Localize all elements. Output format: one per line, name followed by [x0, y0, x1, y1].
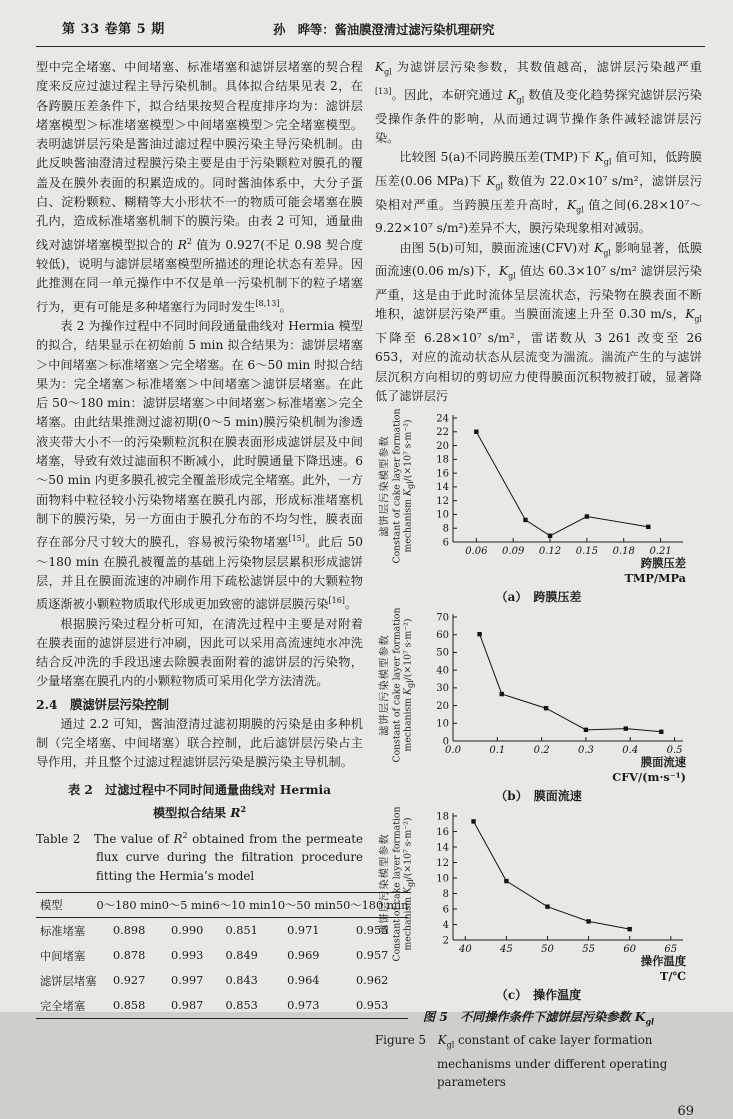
y-axis-label-en2: mechanism $K_{gl}/(\times 10^7$ s·m⁻²)	[402, 419, 415, 553]
svg-text:4: 4	[442, 920, 449, 932]
svg-text:0: 0	[442, 736, 449, 748]
svg-text:0.12: 0.12	[538, 546, 562, 558]
table-header-cell: 6～10 min	[213, 893, 271, 918]
paragraph-cfv-effect: 由图 5(b)可知，膜面流速(CFV)对 $K_{gl}$ 影响显著，低膜面流速(0.06 m/s)下，$K_{gl}$ 值达 60.3×10⁷ s/m² 滤饼层污染严重，这是由于此时流体呈层流状态，污染物在膜表面不断堆积，滤饼层污染严重。当膜面流速上升至 0.30 m/s，$K_{gl}$ 下降至 6.28×10⁷ s/m²，雷诺数从 3 261 改变至 26 653，对应的流动状态从层流变为湍流。湍流产生的与滤饼层沉积方向相切的剪切应力使得膜面沉积物被打破，显著降低了滤饼层污	[375, 240, 703, 404]
line-chart-tmp	[419, 410, 689, 562]
svg-text:0.21: 0.21	[649, 546, 672, 558]
paragraph-tmp-effect: 比较图 5(a)不同跨膜压差(TMP)下 $K_{gl}$ 值可知，低跨膜压差(0.06 MPa)下 $K_{gl}$ 数值为 22.0×10⁷ s/m²，滤饼层污染相对严重。当跨膜压差升高时，$K_{gl}$ 值之间(6.28×10⁷～9.22×10⁷ s/m²)差异不大，膜污染现象相对减弱。	[375, 150, 703, 236]
paragraph-model-fitting: 型中完全堵塞、中间堵塞、标准堵塞和滤饼层堵塞的契合程度来反应过滤过程主导污染机制。具体拟合结果见表 2，在各跨膜压差条件下，拟合结果按契合程度排序均为：滤饼层堵塞模型＞标准堵塞模型＞中间堵塞模型＞完全堵塞模型。表明滤饼层污染是酱油过滤过程中膜污染主导污染机制。由此反映酱油澄清过程膜污染主要是由于污染颗粒对膜孔的覆盖及在膜外表面的积累造成的。同时酱油体系中，大分子蛋白、淀粉颗粒、糊精等大小形状不一的物质可能会堵塞在膜孔内，造成标准堵塞机制下的膜污染。由表 2 可知，通量曲线对滤饼堵塞模型拟合的 $R^2$ 值为 0.927(不足 0.98 契合度较低)，说明与滤饼层堵塞模型所描述的理论状态有差异。因此推测在同一单元操作中不仅是单一污染机制下的粒子堵塞行为，更有可能是多种堵塞行为同时发生[8,13]。	[36, 60, 363, 314]
panel-caption-a: （a） 跨膜压差	[495, 590, 582, 605]
panel-caption-c: （c） 操作温度	[495, 988, 582, 1003]
table-cell: 0.973	[287, 999, 320, 1013]
svg-text:0.2: 0.2	[533, 745, 550, 757]
table-cell: 0.971	[287, 924, 320, 938]
right-column	[375, 58, 702, 1119]
y-axis-label-zh: 滤饼层污染模型参数	[378, 833, 391, 936]
svg-text:70: 70	[436, 612, 449, 624]
x-axis-label-zh: 操作温度	[640, 954, 686, 969]
svg-text:0.1: 0.1	[489, 745, 506, 757]
svg-text:40: 40	[436, 665, 449, 677]
svg-text:14: 14	[436, 482, 449, 494]
header-rule	[36, 46, 705, 47]
svg-text:0.15: 0.15	[575, 546, 599, 558]
x-axis-label-unit: TMP/MPa	[624, 570, 686, 585]
chart-block-tmp	[375, 410, 702, 605]
svg-text:12: 12	[436, 858, 449, 870]
y-axis-label-en1: Constant of cake layer formation	[390, 806, 402, 962]
svg-text:10: 10	[436, 510, 449, 522]
table-row	[36, 918, 408, 944]
y-axis-label-en2: mechanism $K_{gl}/(\times 10^7$ s·m⁻²)	[402, 618, 415, 752]
svg-text:0.5: 0.5	[666, 745, 683, 757]
svg-text:8: 8	[442, 523, 449, 535]
svg-text:12: 12	[436, 496, 449, 508]
svg-text:65: 65	[664, 944, 678, 956]
table-cell: 标准堵塞	[40, 924, 86, 938]
table-cell: 0.987	[171, 999, 204, 1013]
svg-text:0.06: 0.06	[465, 546, 488, 558]
svg-text:6: 6	[442, 904, 449, 916]
table-header-cell: 10～50 min	[271, 893, 336, 918]
table-row	[36, 943, 408, 968]
issue-info: 第 33 卷第 5 期	[62, 22, 165, 37]
table-cell: 0.927	[112, 974, 146, 988]
y-axis-label-b	[375, 609, 419, 761]
svg-text:10: 10	[436, 718, 449, 730]
table-cell: 0.953	[355, 999, 389, 1013]
table-cell: 中间堵塞	[40, 949, 86, 963]
svg-text:0.3: 0.3	[577, 745, 594, 757]
table-cell: 0.957	[355, 949, 389, 963]
y-axis-label-c	[375, 808, 419, 960]
svg-text:20: 20	[436, 701, 449, 713]
svg-text:60: 60	[436, 630, 449, 642]
table-cell: 0.962	[355, 974, 389, 988]
svg-text:22: 22	[436, 427, 449, 439]
svg-text:30: 30	[436, 683, 449, 695]
svg-text:2: 2	[442, 935, 449, 947]
y-axis-label-en2: mechanism $K_{gl}/(\times 10^7$ s·m⁻²)	[402, 817, 415, 951]
table-cell: 0.955	[355, 924, 389, 938]
table-cell: 0.964	[287, 974, 320, 988]
x-axis-label-zh: 膜面流速	[640, 755, 686, 770]
table-cell: 完全堵塞	[40, 999, 86, 1013]
svg-text:50: 50	[541, 944, 554, 956]
y-axis-label-a	[375, 410, 419, 562]
svg-text:16: 16	[436, 468, 449, 480]
svg-text:8: 8	[442, 889, 449, 901]
chart-block-cfv	[375, 609, 702, 804]
svg-text:0.0: 0.0	[445, 745, 461, 757]
table-cell: 0.990	[171, 924, 204, 938]
table-body	[36, 918, 408, 1019]
svg-text:16: 16	[436, 827, 449, 839]
section-heading-2-4: 2.4 膜滤饼层污染控制	[36, 696, 170, 712]
figure-caption-zh: 图 5 不同操作条件下滤饼层污染参数 $K_{gl}$	[422, 1010, 655, 1027]
panel-caption-b: （b） 膜面流速	[495, 789, 582, 804]
table-cell: 0.858	[112, 999, 146, 1013]
svg-text:10: 10	[436, 873, 449, 885]
svg-text:0.18: 0.18	[612, 546, 635, 558]
table-caption-zh-line2: 模型拟合结果 $R^2$	[152, 803, 247, 820]
hermia-r2-table	[36, 892, 408, 1019]
table-cell: 0.849	[225, 949, 258, 963]
svg-text:40: 40	[458, 944, 472, 956]
table-cell: 0.898	[112, 924, 146, 938]
paragraph-time-segments: 表 2 为操作过程中不同时间段通量曲线对 Hermia 模型的拟合，结果显示在初始前 5 min 拟合结果为：滤饼层堵塞＞中间堵塞＞标准堵塞＞完全堵塞。在 6～50 min 时拟合结果为：完全堵塞＞标准堵塞＞中间堵塞＞滤饼层堵塞。在此后 50～180 min：滤饼层堵塞＞中间堵塞＞标准堵塞＞完全堵塞。由此结果推测过滤初期(0～5 min)膜污染机制为渗透液夹带大小不一的污染颗粒沉积在膜表面形成滤饼层及中间堵塞，导致有效过滤面积不断减小，此时膜通量下降迅速。6～50 min 内更多膜孔被完全覆盖形成完全堵塞。此外，一方面物料中粒径较小污染物堵塞在膜孔内部，形成标准堵塞机制下的膜污染，另一方面由于膜孔分布的不均匀性，膜表面存在部分尺寸较大的膜孔，容易被污染物堵塞[15]。此后 50～180 min 在膜孔被覆盖的基础上污染物层层累积形成滤饼层，并且在膜面流速的冲刷作用下疏松滤饼层中的大颗粒物质逐渐被小颗粒物质取代形成更加致密的滤饼层膜污染[16]。	[36, 318, 363, 612]
table-cell: 滤饼层堵塞	[40, 974, 97, 988]
x-axis-label-unit: T/℃	[659, 968, 686, 983]
x-axis-label-unit: CFV/(m·s⁻¹)	[612, 769, 686, 784]
paragraph-kgl-intro: $K_{gl}$ 为滤饼层污染参数，其数值越高，滤饼层污染越严重[13]。因此，本研究通过 $K_{gl}$ 数值及变化趋势探究滤饼层污染受操作条件的影响，从而通过调节操作条件减轻滤饼层污染。	[375, 60, 702, 145]
x-axis-label-zh: 跨膜压差	[640, 556, 686, 571]
paragraph-control: 通过 2.2 可知，酱油澄清过滤初期膜的污染是由多种机制（完全堵塞、中间堵塞）联合控制，此后滤饼层污染占主导作用，并且整个过滤过程滤饼层污染是膜污染主导机制。	[36, 716, 363, 770]
svg-text:0.09: 0.09	[502, 546, 525, 558]
svg-text:18: 18	[436, 811, 449, 823]
table-cell: 0.843	[225, 974, 258, 988]
table-row	[36, 968, 408, 993]
svg-text:45: 45	[500, 944, 513, 956]
line-chart-cfv	[419, 609, 689, 761]
svg-text:0.4: 0.4	[622, 745, 639, 757]
y-axis-label-en1: Constant of cake layer formation	[390, 408, 402, 564]
table-cell: 0.969	[287, 949, 320, 963]
table-row	[36, 993, 408, 1019]
y-axis-label-zh: 滤饼层污染模型参数	[378, 634, 391, 737]
table-cell: 0.997	[171, 974, 204, 988]
y-axis-label-en1: Constant of cake layer formation	[390, 607, 402, 763]
table-cell: 0.853	[225, 999, 258, 1013]
two-column-body	[36, 58, 705, 1119]
paragraph-cleaning: 根据膜污染过程分析可知，在清洗过程中主要是对附着在膜表面的滤饼层进行冲刷，因此可以采用高流速纯水冲洗结合反冲洗的手段迅速去除膜表面附着的滤饼层的污染物，少量堵塞在膜孔内的小颗粒物质可采用化学方法清洗。	[36, 616, 363, 689]
svg-text:55: 55	[582, 944, 595, 956]
page-number: 69	[677, 1103, 694, 1119]
table-cell: 0.993	[171, 949, 204, 963]
svg-text:6: 6	[442, 537, 449, 549]
y-axis-label-zh: 滤饼层污染模型参数	[378, 435, 391, 538]
table-cell: 0.851	[225, 924, 258, 938]
table-cell: 0.878	[112, 949, 146, 963]
page-header	[36, 14, 705, 40]
table-caption-zh-line1: 表 2 过滤过程中不同时间通量曲线对 Hermia	[67, 782, 332, 797]
line-chart-temp	[419, 808, 689, 960]
svg-text:14: 14	[436, 842, 449, 854]
svg-text:60: 60	[623, 944, 637, 956]
svg-text:18: 18	[436, 454, 449, 466]
table-header-cell: 模型	[36, 893, 97, 918]
table-header-row	[36, 893, 408, 918]
table-header-cell: 0～180 min	[97, 893, 162, 918]
figure-caption-en: Figure 5 $K_{gl}$ constant of cake layer formation mechanisms under different operating parameters	[375, 1032, 668, 1090]
table-caption-zh	[36, 781, 363, 823]
table-caption-en: Table 2 The value of $R^2$ obtained from the permeate flux curve during the filtration procedure fitting the Hermia’s model	[36, 830, 363, 883]
svg-text:24: 24	[436, 413, 449, 425]
table-header-cell: 0～5 min	[162, 893, 213, 918]
table-header-cell: 50～180 min	[336, 893, 408, 918]
chart-block-temp	[375, 808, 702, 1003]
svg-text:20: 20	[436, 441, 449, 453]
svg-text:50: 50	[436, 648, 449, 660]
running-title: 孙 晔等：酱油膜澄清过滤污染机理研究	[273, 22, 495, 37]
